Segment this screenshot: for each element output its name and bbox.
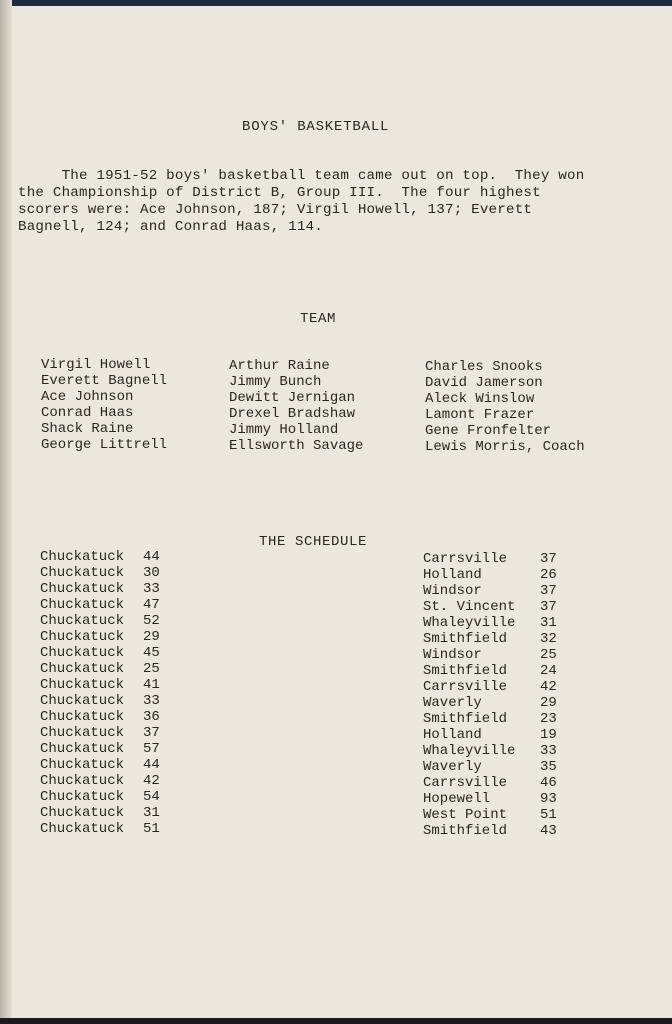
opponent-name: Waverly [423, 759, 482, 775]
home-team-name: Chuckatuck [40, 677, 125, 693]
home-team-name: Chuckatuck [40, 597, 125, 613]
opponent-name: West Point [423, 807, 508, 823]
home-score: 29 [143, 629, 160, 645]
opponent-score: 23 [540, 711, 557, 727]
page-title: BOYS' BASKETBALL [242, 119, 390, 135]
team-column-3 [425, 359, 585, 455]
home-team-name: Chuckatuck [40, 661, 125, 677]
team-member: Lamont Frazer [425, 407, 535, 423]
opponent-score: 42 [540, 679, 557, 695]
opponent-name: Carrsville [423, 775, 508, 791]
team-member: David Jamerson [425, 375, 543, 391]
opponent-score: 43 [540, 823, 557, 839]
opponent-score: 93 [540, 791, 557, 807]
opponent-score: 32 [540, 631, 557, 647]
opponent-score: 29 [540, 695, 557, 711]
opponent-name: Smithfield [423, 711, 508, 727]
home-score: 51 [143, 821, 160, 837]
home-team-name: Chuckatuck [40, 693, 125, 709]
team-member: Charles Snooks [425, 359, 543, 375]
home-team-name: Chuckatuck [40, 645, 125, 661]
team-member: Everett Bagnell [41, 373, 168, 389]
home-score: 42 [143, 773, 160, 789]
paragraph-line: the Championship of District B, Group III. The four highest [18, 185, 541, 201]
home-team-name: Chuckatuck [40, 741, 125, 757]
paragraph-line: scorers were: Ace Johnson, 187; Virgil Howell, 137; Everett [18, 202, 533, 218]
home-score: 33 [143, 693, 160, 709]
team-member: Ellsworth Savage [229, 438, 364, 454]
opponent-name: Smithfield [423, 823, 508, 839]
opponent-name: Windsor [423, 583, 482, 599]
opponent-name: Smithfield [423, 631, 508, 647]
home-score: 30 [143, 565, 160, 581]
opponent-score: 37 [540, 599, 557, 615]
opponent-score: 26 [540, 567, 557, 583]
opponent-score: 25 [540, 647, 557, 663]
team-column-1 [41, 357, 167, 453]
team-member: Aleck Winslow [425, 391, 535, 407]
opponent-score: 31 [540, 615, 557, 631]
team-member: Arthur Raine [229, 358, 330, 374]
home-score: 54 [143, 789, 160, 805]
home-score: 25 [143, 661, 160, 677]
home-team-name: Chuckatuck [40, 773, 125, 789]
team-column-2 [229, 358, 363, 454]
team-member: Virgil Howell [41, 357, 151, 373]
home-team-name: Chuckatuck [40, 789, 125, 805]
home-team-name: Chuckatuck [40, 805, 125, 821]
home-team-name: Chuckatuck [40, 725, 125, 741]
opponent-score: 37 [540, 583, 557, 599]
home-score: 57 [143, 741, 160, 757]
home-score: 41 [143, 677, 160, 693]
opponent-score: 37 [540, 551, 557, 567]
home-score: 44 [143, 549, 160, 565]
home-team-name: Chuckatuck [40, 581, 125, 597]
opponent-score: 46 [540, 775, 557, 791]
opponent-name: Whaleyville [423, 743, 516, 759]
paragraph-line: Bagnell, 124; and Conrad Haas, 114. [18, 219, 323, 235]
home-team-name: Chuckatuck [40, 629, 125, 645]
home-team-name: Chuckatuck [40, 757, 125, 773]
paragraph-line: The 1951-52 boys' basketball team came out on top. They won [18, 168, 585, 184]
team-member: Jimmy Bunch [229, 374, 322, 390]
team-member: Drexel Bradshaw [229, 406, 356, 422]
home-score: 47 [143, 597, 160, 613]
home-team-name: Chuckatuck [40, 565, 125, 581]
home-score: 45 [143, 645, 160, 661]
home-score: 44 [143, 757, 160, 773]
schedule-heading: THE SCHEDULE [259, 534, 368, 550]
team-member: Jimmy Holland [229, 422, 339, 438]
home-team-name: Chuckatuck [40, 613, 125, 629]
opponent-name: Carrsville [423, 551, 508, 567]
team-member: George Littrell [41, 437, 168, 453]
team-member: Conrad Haas [41, 405, 134, 421]
opponent-name: Hopewell [423, 791, 491, 807]
opponent-name: Whaleyville [423, 615, 516, 631]
team-member: Lewis Morris, Coach [425, 439, 585, 455]
home-score: 33 [143, 581, 160, 597]
opponent-name: Holland [423, 567, 482, 583]
home-score: 31 [143, 805, 160, 821]
opponent-name: Holland [423, 727, 482, 743]
team-member: Dewitt Jernigan [229, 390, 356, 406]
intro-paragraph [18, 168, 658, 236]
opponent-name: Waverly [423, 695, 482, 711]
opponent-score: 19 [540, 727, 557, 743]
opponent-score: 35 [540, 759, 557, 775]
opponent-score: 24 [540, 663, 557, 679]
opponent-name: Smithfield [423, 663, 508, 679]
opponent-name: St. Vincent [423, 599, 516, 615]
home-team-name: Chuckatuck [40, 709, 125, 725]
team-heading: TEAM [300, 311, 337, 327]
home-team-name: Chuckatuck [40, 549, 125, 565]
team-member: Gene Fronfelter [425, 423, 552, 439]
opponent-score: 51 [540, 807, 557, 823]
home-score: 52 [143, 613, 160, 629]
team-member: Shack Raine [41, 421, 134, 437]
home-team-name: Chuckatuck [40, 821, 125, 837]
opponent-name: Windsor [423, 647, 482, 663]
opponent-score: 33 [540, 743, 557, 759]
opponent-name: Carrsville [423, 679, 508, 695]
home-score: 37 [143, 725, 160, 741]
home-score: 36 [143, 709, 160, 725]
team-member: Ace Johnson [41, 389, 134, 405]
